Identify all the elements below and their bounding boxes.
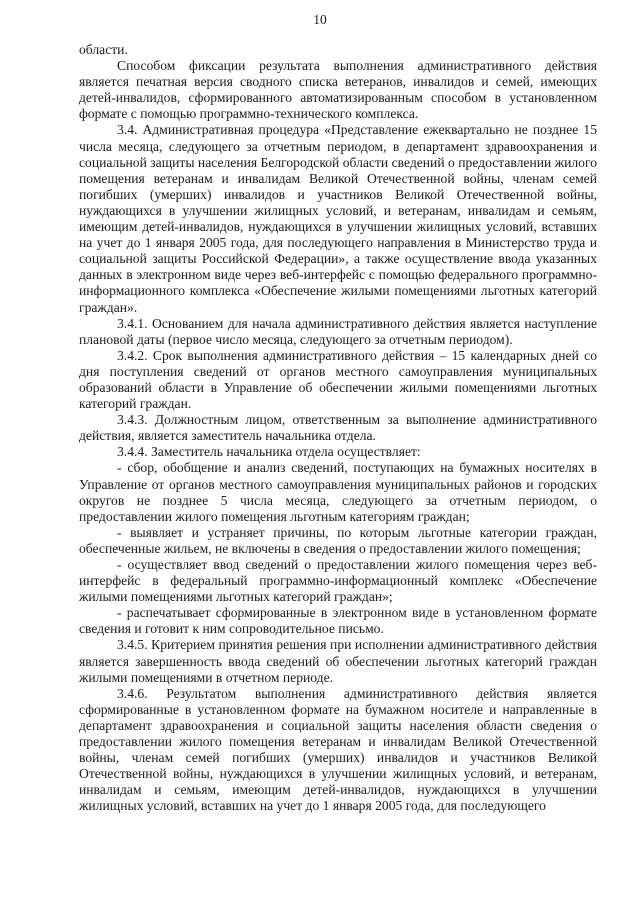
list-item-identify-causes: - выявляет и устраняет причины, по которым льготные категории граждан, обеспеченные жильем, не включены в сведения о предоставлении жилого помещения; xyxy=(79,524,597,556)
paragraph-3-4-3: 3.4.3. Должностным лицом, ответственным за выполнение административного действия, является заместитель начальника отдела. xyxy=(79,412,597,444)
page-number: 10 xyxy=(313,12,327,27)
paragraph-3-4-6: 3.4.6. Результатом выполнения административного действия является сформированные в установленном формате на бумажном носителе и направленные в департамент здравоохранения и социальной защиты населения области сведения о предоставлении жилого помещения ветеранам и инвалидам Великой Отечественной войны, членам семей погибших (умерших) инвалидов и участников Великой Отечественной войны, нуждающихся в улучшении жилищных условий, и ветеранам, инвалидам и семьям, имеющим детей-инвалидов, нуждающихся в улучшении жилищных условий, вставших на учет до 1 января 2005 года, для последующего xyxy=(79,685,597,814)
document-body xyxy=(79,42,597,815)
paragraph-3-4-2: 3.4.2. Срок выполнения административного действия – 15 календарных дней со дня поступления сведений от органов местного самоуправления муниципальных образований области в Управление об обеспечении жилыми помещениями льготных категорий граждан. xyxy=(79,347,597,412)
list-item-data-entry: - осуществляет ввод сведений о предоставлении жилого помещения через веб-интерфейс в федеральный программно-информационный комплекс «Обеспечение жилыми помещениями льготных категорий граждан»; xyxy=(79,557,597,605)
paragraph-fixation-method: Способом фиксации результата выполнения административного действия является печатная версия сводного списка ветеранов, инвалидов и семей, имеющих детей-инвалидов, сформированного автоматизированным способом в установленном формате с помощью программно-технического комплекса. xyxy=(79,58,597,122)
list-item-print: - распечатывает сформированные в электронном виде в установленном формате сведения и готовит к ним сопроводительное письмо. xyxy=(79,605,597,637)
paragraph-continuation: области. xyxy=(79,42,128,57)
paragraph-3-4-5: 3.4.5. Критерием принятия решения при исполнении административного действия является завершенность ввода сведений об обеспечении льготных категорий граждан жилыми помещениями в отчетном периоде. xyxy=(79,637,597,685)
list-item-collection: - сбор, обобщение и анализ сведений, поступающих на бумажных носителях в Управление от органов местного самоуправления муниципальных районов и городских округов не позднее 5 числа месяца, следующего за отчетным периодом, о предоставлении жилого помещения льготным категориям граждан; xyxy=(79,460,597,524)
paragraph-3-4-1: 3.4.1. Основанием для начала административного действия является наступление плановой даты (первое число месяца, следующего за отчетным периодом). xyxy=(79,315,597,347)
paragraph-3-4: 3.4. Административная процедура «Представление ежеквартально не позднее 15 числа месяца, следующего за отчетным периодом, в департамент здравоохранения и социальной защиты населения Белгородской области сведений о предоставлении жилого помещения ветеранам и инвалидам Великой Отечественной войны, членам семей погибших (умерших) инвалидов и участников Великой Отечественной войны, нуждающихся в улучшении жилищных условий, и ветеранам, инвалидам и семьям, имеющим детей-инвалидов, нуждающихся в улучшении жилищных условий, вставших на учет до 1 января 2005 года, для последующего направления в Министерство труда и социальной защиты Российской Федерации», а также осуществление ввода указанных данных в электронном виде через веб-интерфейс с помощью федерального программно-информационного комплекса «Обеспечение жилыми помещениями льготных категорий граждан». xyxy=(79,122,597,315)
paragraph-3-4-4: 3.4.4. Заместитель начальника отдела осуществляет: xyxy=(117,444,421,460)
